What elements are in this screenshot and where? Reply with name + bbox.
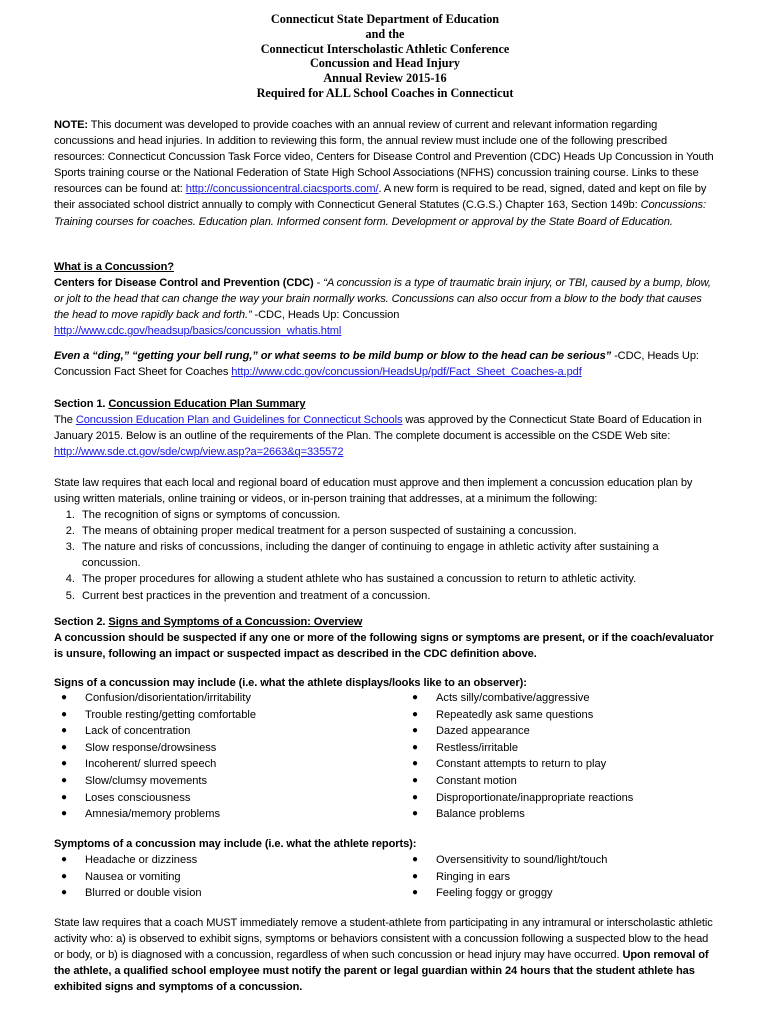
list-number: 4. (65, 573, 75, 586)
header-line: Annual Review 2015-16 (323, 71, 447, 86)
cdc-whatis-link[interactable]: http://www.cdc.gov/headsup/basics/concussion_whatis.html (54, 325, 342, 338)
signs-heading-text: Signs of a concussion may include (i.e. what the athlete displays/looks like to an observer): (54, 677, 527, 689)
section-2 (54, 614, 719, 662)
cdc-label: Centers for Disease Control and Prevention (CDC) (54, 277, 314, 290)
list-number: 5. (65, 589, 75, 602)
list-item-text: Restless/irritable (436, 741, 518, 754)
list-item-text: Trouble resting/getting comfortable (85, 708, 257, 721)
cdc-source: -CDC, Heads Up: Concussion (251, 309, 400, 322)
bullet-icon: ● (411, 854, 419, 865)
list-item-text: The means of obtaining proper medical treatment for a person suspected of sustaining a concussion. (82, 525, 577, 538)
fact-sheet-link[interactable]: http://www.cdc.gov/concussion/HeadsUp/pdf/Fact_Sheet_Coaches-a.pdf (231, 366, 582, 379)
csde-link[interactable]: http://www.sde.ct.gov/sde/cwp/view.asp?a=2663&q=335572 (54, 446, 344, 459)
bullet-icon: ● (411, 741, 419, 753)
list-item-text: Acts silly/combative/aggressive (436, 692, 590, 704)
bullet-icon: ● (60, 692, 68, 703)
list-item-text: The recognition of signs or symptoms of concussion. (82, 509, 341, 521)
list-number: 2. (65, 525, 75, 538)
list-item-text: Headache or dizziness (85, 854, 198, 866)
list-item-text: Nausea or vomiting (85, 870, 181, 883)
list-item-text: Amnesia/memory problems (85, 808, 221, 821)
removal-text: State law requires that a coach MUST immediately remove a student-athlete from participating in any intramural or interscholastic athletic activity who: a) is observed to exhibit signs, symptoms or behaviors consistent with a concussion following a suspected blow to the head or body, or b) is diagnosed with a concussion, regardless of when such concussion or head injury may have occurred. (54, 917, 713, 962)
bullet-icon: ● (411, 758, 419, 770)
bullet-icon: ● (60, 808, 68, 820)
list-item-text: Disproportionate/inappropriate reactions (436, 791, 634, 804)
ding-paragraph (54, 348, 719, 380)
text: was approved by the Connecticut State Board of Education in January 2015. Below is an outline of the requirements of the Plan. The complete document is accessible on the CSDE Web site: (54, 414, 702, 443)
bullet-icon: ● (60, 775, 68, 786)
header-line: Connecticut State Department of Education (270, 12, 500, 26)
list-number: 1. (65, 509, 75, 521)
list-item-text: Dazed appearance (436, 725, 530, 738)
bullet-icon: ● (60, 758, 68, 770)
ding-quote: Even a “ding,” “getting your bell rung,” or what seems to be mild bump or blow to the head can be serious” (54, 350, 612, 362)
dash: - (313, 277, 324, 290)
list-item-text: Confusion/disorientation/irritability (85, 692, 251, 704)
list-item-text: Loses consciousness (85, 791, 191, 804)
cdc-definition (54, 275, 719, 339)
bullet-icon: ● (411, 791, 419, 803)
list-item-text: The proper procedures for allowing a student athlete who has sustained a concussion to return to athletic activity. (82, 573, 637, 586)
section-1-text (54, 412, 719, 460)
header-line: Concussion and Head Injury (309, 56, 461, 71)
list-item-text: concussion. (82, 557, 141, 570)
what-heading: What is a Concussion? (54, 261, 174, 273)
list-item-text: Incoherent/ slurred speech (85, 758, 217, 771)
removal-paragraph (54, 915, 719, 995)
list-item-text: Current best practices in the prevention and treatment of a concussion. (82, 589, 431, 602)
list-number: 3. (65, 541, 75, 554)
section-1 (54, 396, 719, 460)
section-1-label: Section 1. (54, 398, 109, 410)
bullet-icon: ● (411, 708, 419, 720)
bullet-icon: ● (411, 725, 419, 737)
list-item-text: Feeling foggy or groggy (436, 887, 553, 900)
bullet-icon: ● (60, 741, 68, 753)
bullet-icon: ● (411, 887, 419, 899)
education-plan-link[interactable]: Concussion Education Plan and Guidelines for Connecticut Schools (75, 414, 403, 427)
header-line: Connecticut Interscholastic Athletic Conference (260, 41, 510, 56)
list-item-text: The nature and risks of concussions, including the danger of continuing to engage in athletic activity after sustaining a (82, 541, 659, 554)
resources-link[interactable]: http://concussioncentral.ciacsports.com/ (185, 183, 379, 196)
bullet-icon: ● (411, 808, 419, 820)
note-label: NOTE: (54, 119, 89, 131)
list-item-text: Ringing in ears (436, 870, 510, 883)
ding-source: -CDC, Heads Up: Concussion Fact Sheet for Coaches (54, 350, 699, 379)
note-statute: Concussions: Training courses for coaches. Education plan. Informed consent form. Development or approval by the State Board of Education. (54, 199, 706, 228)
symptoms-heading-text: Symptoms of a concussion may include (i.e. what the athlete reports): (54, 838, 417, 850)
list-item-text: Slow/clumsy movements (85, 775, 208, 787)
bullet-icon: ● (60, 791, 68, 803)
list-item-text: Repeatedly ask same questions (436, 708, 594, 721)
removal-bold: Upon removal of the athlete, a qualified school employee must notify the parent or legal guardian within 24 hours that the student athlete has exhibited signs and symptoms of a concussion. (54, 949, 709, 994)
note-text-2: . A new form is required to be read, signed, dated and kept on file by their associated school district annually to comply with Connecticut General Statutes (C.G.S.) Chapter 163, Section 149b: (54, 183, 707, 212)
what-is-section (54, 259, 719, 339)
header-line: Required for ALL School Coaches in Connecticut (256, 85, 514, 100)
list-item-text: Lack of concentration (85, 725, 191, 738)
bullet-icon: ● (411, 870, 419, 882)
header-line: and the (365, 26, 405, 41)
list-item-text: Blurred or double vision (85, 887, 202, 900)
bullet-icon: ● (411, 692, 419, 703)
bullet-icon: ● (60, 854, 68, 865)
section-1-title: Concussion Education Plan Summary (108, 398, 306, 410)
note-text: This document was developed to provide coaches with an annual review of current and relevant information regarding concussions and head injuries. In addition to reviewing this form, the annual review must include one of the following prescribed resources: Connecticut Concussion Task Force video, Centers for Disease Control and Prevention (CDC) Heads Up Concussion in Youth Sports training course or the National Federation of State High School Associations (NFHS) concussion training course. Links to these resources can be found at: (54, 119, 714, 196)
bullet-icon: ● (60, 708, 68, 720)
note-paragraph (54, 117, 719, 230)
suspected-text: A concussion should be suspected if any one or more of the following signs or symptoms are present, or if the coach/evaluator is unsure, following an impact or suspected impact as described in the CDC definition above. (54, 632, 714, 661)
document-header (0, 12, 770, 101)
section-2-label: Section 2. (54, 616, 109, 628)
signs-heading (54, 675, 719, 691)
list-item-text: Oversensitivity to sound/light/touch (436, 854, 608, 866)
cdc-quote: “A concussion is a type of traumatic brain injury, or TBI, caused by a bump, blow, or jolt to the head that can change the way your brain normally works. Concussions can also occur from a blow to the body that causes the head to move rapidly back and forth.” (54, 277, 711, 322)
section-2-title: Signs and Symptoms of a Concussion: Overview (108, 616, 363, 628)
text: The (54, 414, 76, 427)
bullet-icon: ● (411, 775, 419, 786)
list-item-text: Balance problems (436, 808, 525, 821)
law-paragraph: State law requires that each local and regional board of education must approve and then implement a concussion education plan by using written materials, online training or videos, or in-person training that addresses, at a minimum the following: (54, 477, 693, 506)
list-item-text: Constant attempts to return to play (436, 758, 607, 771)
bullet-icon: ● (60, 887, 68, 899)
list-item-text: Constant motion (436, 775, 517, 787)
symptoms-heading (54, 836, 719, 852)
bullet-icon: ● (60, 870, 68, 882)
bullet-icon: ● (60, 725, 68, 737)
list-item-text: Slow response/drowsiness (85, 741, 217, 754)
